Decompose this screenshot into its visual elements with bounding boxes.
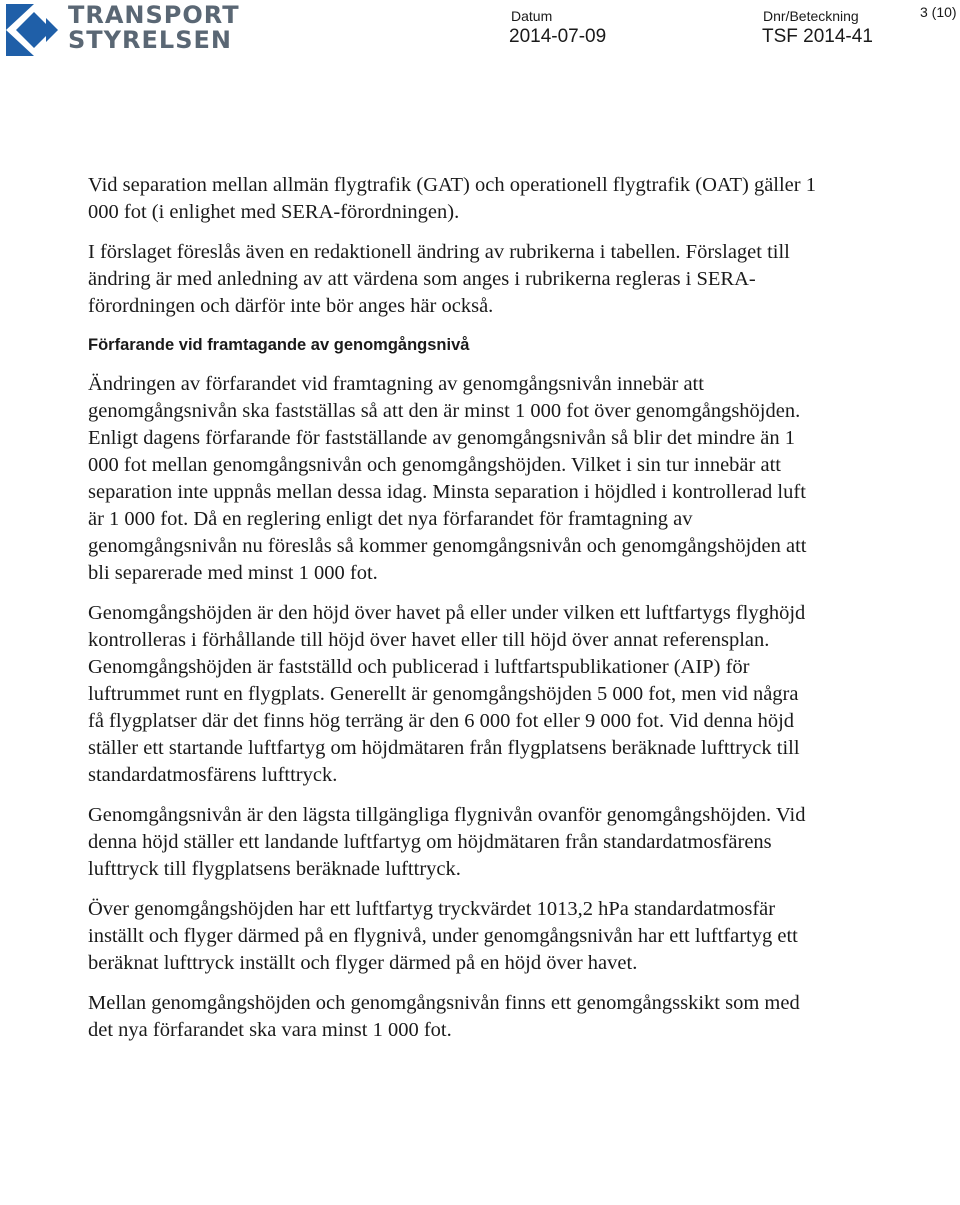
- paragraph: Genomgångshöjden är den höjd över havet på eller under vilken ett luftfartygs flyghöjd kontrolleras i förhållande till höjd över havet eller till höjd över annat referensplan. Genomgångshöjden är fastställd och publicerad i luftfartspublikationer (AIP) för luftrummet runt en flygplats. Generellt är genomgångshöjden 5 000 fot, men vid några få flygplatser där det finns hög terräng är den 6 000 fot eller 9 000 fot. Vid denna höjd ställer ett startande luftfartyg om höjdmätaren från flygplatsens beräknade lufttryck till standardatmosfärens lufttryck.: [88, 602, 806, 786]
- date-value: 2014-07-09: [509, 26, 607, 47]
- date-label: Datum: [511, 8, 553, 24]
- paragraph: Mellan genomgångshöjden och genomgångsnivån finns ett genomgångsskikt som med det nya förfarandet ska vara minst 1 000 fot.: [88, 992, 800, 1041]
- paragraph: Över genomgångshöjden har ett luftfartyg tryckvärdet 1013,2 hPa standardatmosfär inställt och flyger därmed på en flygnivå, under genomgångsnivån har ett luftfartyg ett beräknat lufttryck inställt och flyger därmed på en höjd över havet.: [88, 898, 798, 974]
- document-body: [88, 172, 818, 1057]
- reference-value: TSF 2014-41: [762, 26, 873, 47]
- page-header: [0, 0, 960, 60]
- page-number: 3 (10): [920, 4, 957, 20]
- logo-line-1: TRANSPORT: [68, 1, 240, 29]
- paragraph: Ändringen av förfarandet vid framtagning av genomgångsnivån innebär att genomgångsnivån ska fastställas så att den är minst 1 000 fot över genomgångshöjden. Enligt dagens förfarande för fastställande av genomgångsnivån så blir det mindre än 1 000 fot mellan genomgångsnivån och genomgångshöjden. Vilket i sin tur innebär att separation inte uppnås mellan dessa idag. Minsta separation i höjdled i kontrollerad luft är 1 000 fot. Då en reglering enligt det nya förfarandet för framtagning av genomgångsnivån nu föreslås så kommer genomgångsnivån och genomgångshöjden att bli separerade med minst 1 000 fot.: [88, 373, 807, 584]
- logo-wordmark: [68, 3, 240, 53]
- paragraph: Genomgångsnivån är den lägsta tillgängliga flygnivån ovanför genomgångshöjden. Vid denna höjd ställer ett landande luftfartyg om höjdmätaren från standardatmosfärens lufttryck till flygplatsens beräknade lufttryck.: [88, 804, 806, 880]
- section-heading: Förfarande vid framtagande av genomgångsnivå: [88, 336, 470, 354]
- paragraph: I förslaget föreslås även en redaktionell ändring av rubrikerna i tabellen. Förslaget till ändring är med anledning av att värdena som anges i rubrikerna regleras i SERA-förordningen och därför inte bör anges här också.: [88, 241, 790, 317]
- transportstyrelsen-logo: [6, 1, 240, 56]
- reference-label: Dnr/Beteckning: [763, 8, 859, 24]
- paragraph: Vid separation mellan allmän flygtrafik (GAT) och operationell flygtrafik (OAT) gäller 1 000 fot (i enlighet med SERA-förordningen).: [88, 174, 816, 223]
- logo-line-2: STYRELSEN: [68, 26, 232, 54]
- logo-mark-icon: [6, 4, 62, 56]
